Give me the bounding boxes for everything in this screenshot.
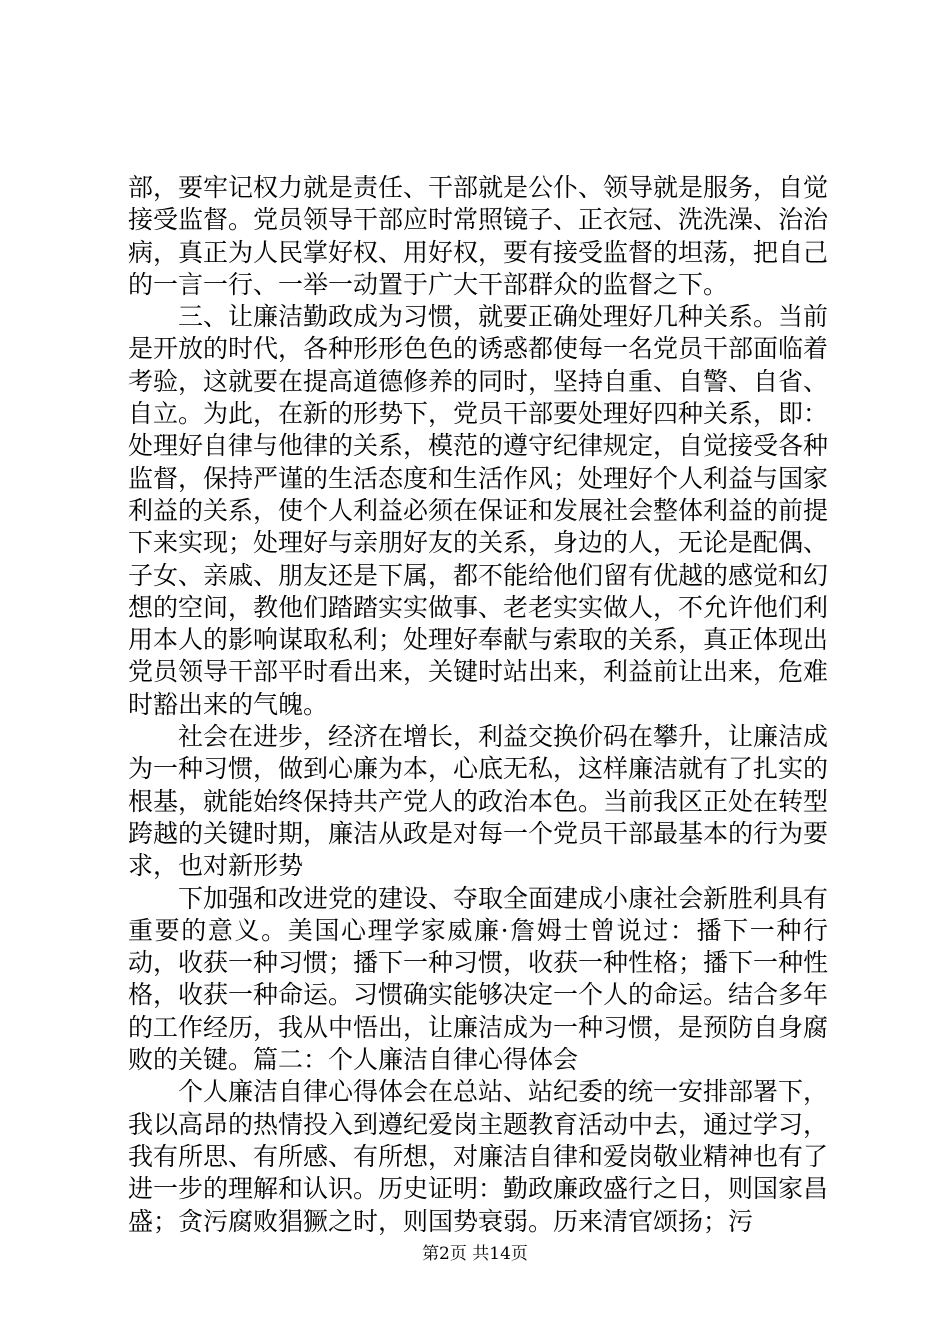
- paragraph-3: 社会在进步，经济在增长，利益交换价码在攀升，让廉洁成为一种习惯，做到心廉为本，心底无私，这样廉洁就有了扎实的根基，就能始终保持共产党人的政治本色。当前我区正处在转型跨越的关键时期，廉洁从政是对每一个党员干部最基本的行为要求，也对新形势: [128, 722, 829, 881]
- paragraph-4: 下加强和改进党的建设、夺取全面建成小康社会新胜利具有重要的意义。美国心理学家威廉·詹姆士曾说过：播下一种行动，收获一种习惯；播下一种习惯，收获一种性格；播下一种性格，收获一种命运。习惯确实能够决定一个人的命运。结合多年的工作经历，我从中悟出，让廉洁成为一种习惯，是预防自身腐败的关键。篇二：个人廉洁自律心得体会: [128, 883, 829, 1075]
- paragraph-1: 部，要牢记权力就是责任、干部就是公仆、领导就是服务，自觉接受监督。党员领导干部应时常照镜子、正衣冠、洗洗澡、治治病，真正为人民掌好权、用好权，要有接受监督的坦荡，把自己的一言一行、一举一动置于广大干部群众的监督之下。: [128, 173, 829, 299]
- paragraph-2: 三、让廉洁勤政成为习惯，就要正确处理好几种关系。当前是开放的时代，各种形形色色的诱惑都使每一名党员干部面临着考验，这就要在提高道德修养的同时，坚持自重、自警、自省、自立。为此，在新的形势下，党员干部要处理好四种关系，即：处理好自律与他律的关系，模范的遵守纪律规定，自觉接受各种监督，保持严谨的生活态度和生活作风；处理好个人利益与国家利益的关系，使个人利益必须在保证和发展社会整体利益的前提下来实现；处理好与亲朋好友的关系，身边的人，无论是配偶、子女、亲戚、朋友还是下属，都不能给他们留有优越的感觉和幻想的空间，教他们踏踏实实做事、老老实实做人，不允许他们利用本人的影响谋取私利；处理好奉献与索取的关系，真正体现出党员领导干部平时看出来，关键时站出来，利益前让出来，危难时豁出来的气魄。: [128, 302, 829, 719]
- page-number-footer: 第2页 共14页: [422, 1244, 528, 1264]
- document-body: [128, 172, 828, 1238]
- paragraph-5: 个人廉洁自律心得体会在总站、站纪委的统一安排部署下，我以高昂的热情投入到遵纪爱岗主题教育活动中去，通过学习，我有所思、有所感、有所想，对廉洁自律和爱岗敬业精神也有了进一步的理解和认识。历史证明：勤政廉政盛行之日，则国家昌盛；贪污腐败猖獗之时，则国势衰弱。历来清官颂扬；污: [128, 1077, 829, 1236]
